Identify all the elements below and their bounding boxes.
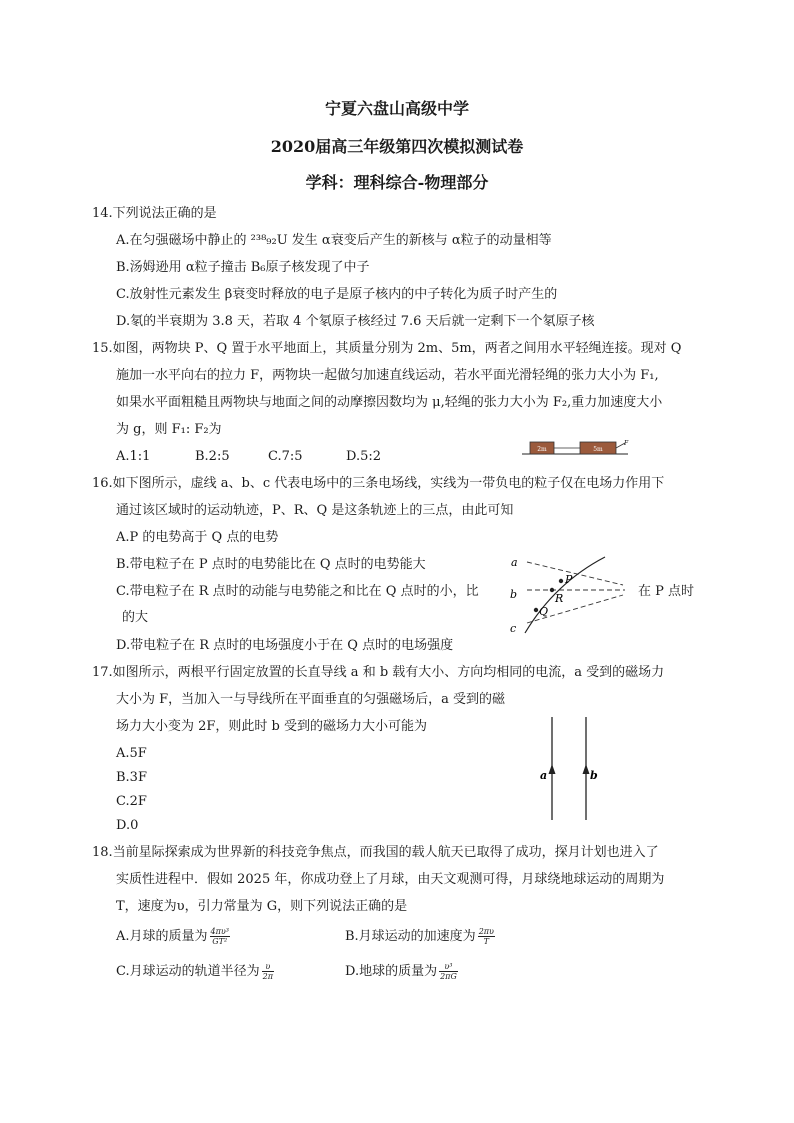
q15-stem-line4: 为 g，则 F₁: F₂为: [116, 422, 222, 437]
q18-option-b: [345, 927, 495, 946]
fraction-numerator: 2πυ: [478, 927, 494, 936]
particle-trajectory: [525, 557, 605, 633]
label-p: P: [565, 573, 573, 586]
q15-stem-line1: 15.如图，两物块 P、Q 置于水平地面上，其质量分别为 2m、5m，两者之间用水平轻绳连接。现对 Q: [92, 341, 682, 356]
q17-stem-line2: 大小为 F，当加入一与导线所在平面垂直的匀强磁场后，a 受到的磁: [116, 692, 506, 707]
q15-option-c: C.7:5: [268, 449, 303, 464]
fraction-numerator: υ: [262, 962, 274, 972]
q17-option-c: C.2F: [116, 794, 147, 809]
q16-option-b: B.带电粒子在 P 点时的电势能比在 Q 点时的电势能大: [116, 557, 426, 572]
q18-option-b-text: B.月球运动的加速度为: [345, 929, 476, 944]
q14-stem: 14.下列说法正确的是: [92, 206, 217, 221]
label-r: R: [555, 592, 564, 605]
point-q: [534, 608, 538, 612]
q17-wires-figure: [535, 712, 605, 824]
q18-option-a-fraction: [210, 927, 230, 946]
fraction-denominator: T: [483, 937, 489, 946]
q16-option-c-tail: 在 P 点时: [638, 584, 695, 599]
q18-option-d: [345, 962, 458, 981]
q16-stem-line1: 16.如下图所示，虚线 a、b、c 代表电场中的三条电场线，实线为一带负电的粒子仅在电场力作用下: [92, 476, 665, 491]
q14-option-d: D.氡的半衰期为 3.8 天，若取 4 个氡原子核经过 7.6 天后就一定剩下一个氡原子核: [116, 314, 595, 329]
force-label: F: [624, 440, 629, 447]
q16-stem-line2: 通过该区域时的运动轨迹，P、R、Q 是这条轨迹上的三点，由此可知: [116, 503, 514, 518]
school-title: 宁夏六盘山高级中学: [324, 99, 469, 118]
q15-stem-line3: 如果水平面粗糙且两物块与地面之间的动摩擦因数均为 μ,轻绳的张力大小为 F₂,重力加速度大小: [116, 395, 663, 410]
q17-option-d: D.0: [116, 818, 139, 833]
subject-title: 学科：理科综合-物理部分: [305, 173, 489, 192]
q17-option-a: A.5F: [116, 746, 147, 761]
q16-option-d: D.带电粒子在 R 点时的电场强度小于在 Q 点时的电场强度: [116, 638, 454, 653]
q15-option-d: D.5:2: [346, 449, 382, 464]
point-r: [550, 588, 554, 592]
q17-option-b: B.3F: [116, 770, 147, 785]
q18-option-c-fraction: [262, 962, 274, 981]
fraction-denominator: 2πG: [440, 972, 457, 981]
q16-option-c-line1: C.带电粒子在 R 点时的动能与电势能之和比在 Q 点时的小，比: [116, 584, 479, 599]
wire-a-current-arrow: [549, 764, 556, 774]
q15-stem-line2: 施加一水平向右的拉力 F，两物块一起做匀加速直线运动，若水平面光滑轻绳的张力大小为 F₁,: [116, 368, 659, 383]
q18-stem-line2: 实质性进程中．假如 2025 年，你成功登上了月球，由天文观测可得，月球绕地球运动的周期为: [116, 872, 665, 887]
label-c: c: [510, 622, 517, 635]
q15-option-a: A.1:1: [116, 449, 151, 464]
q18-option-a: [116, 927, 230, 946]
q17-stem-line1: 17.如图所示，两根平行固定放置的长直导线 a 和 b 载有大小、方向均相同的电流，a 受到的磁场力: [92, 665, 665, 680]
label-b: b: [510, 588, 518, 601]
q14-option-c: C.放射性元素发生 β衰变时释放的电子是原子核内的中子转化为质子时产生的: [116, 287, 558, 302]
fraction-numerator: υ³: [439, 962, 458, 972]
fraction-numerator: 4πυ³: [210, 927, 229, 936]
wire-a-label: a: [540, 769, 548, 782]
q14-option-b: B.汤姆逊用 α粒子撞击 B₆原子核发现了中子: [116, 260, 370, 275]
block-p-label: 2m: [537, 446, 547, 453]
field-line-a: [527, 562, 623, 585]
wire-b-current-arrow: [583, 764, 590, 774]
q15-blocks-figure: [520, 437, 632, 459]
point-p: [559, 579, 563, 583]
block-q-label: 5m: [593, 446, 603, 453]
label-a: a: [511, 556, 518, 569]
exam-title: 2020届高三年级第四次模拟测试卷: [270, 137, 524, 156]
q14-option-a: A.在匀强磁场中静止的 ²³⁸₉₂U 发生 α衰变后产生的新核与 α粒子的动量相等: [116, 233, 552, 248]
q18-option-d-fraction: [439, 962, 458, 981]
fraction-denominator: GT²: [212, 937, 228, 946]
q16-option-a: A.P 的电势高于 Q 点的电势: [116, 530, 279, 545]
q18-option-c: [116, 962, 274, 981]
q18-option-b-fraction: [478, 927, 495, 946]
q18-stem-line1: 18.当前星际探索成为世界新的科技竞争焦点，而我国的载人航天已取得了成功，探月计划也进入了: [92, 845, 659, 860]
q18-option-c-text: C.月球运动的轨道半径为: [116, 964, 260, 979]
wire-b-label: b: [590, 769, 598, 782]
q18-option-d-text: D.地球的质量为: [345, 964, 438, 979]
q17-stem-line3: 场力大小变为 2F，则此时 b 受到的磁场力大小可能为: [116, 719, 428, 734]
q18-option-a-text: A.月球的质量为: [116, 929, 208, 944]
q16-field-figure: [505, 553, 630, 638]
label-q: Q: [539, 605, 549, 618]
q16-option-c-line2: 的大: [122, 610, 149, 625]
q15-option-b: B.2:5: [195, 449, 230, 464]
fraction-denominator: 2π: [262, 972, 273, 981]
q18-stem-line3: T，速度为υ，引力常量为 G，则下列说法正确的是: [116, 899, 408, 914]
